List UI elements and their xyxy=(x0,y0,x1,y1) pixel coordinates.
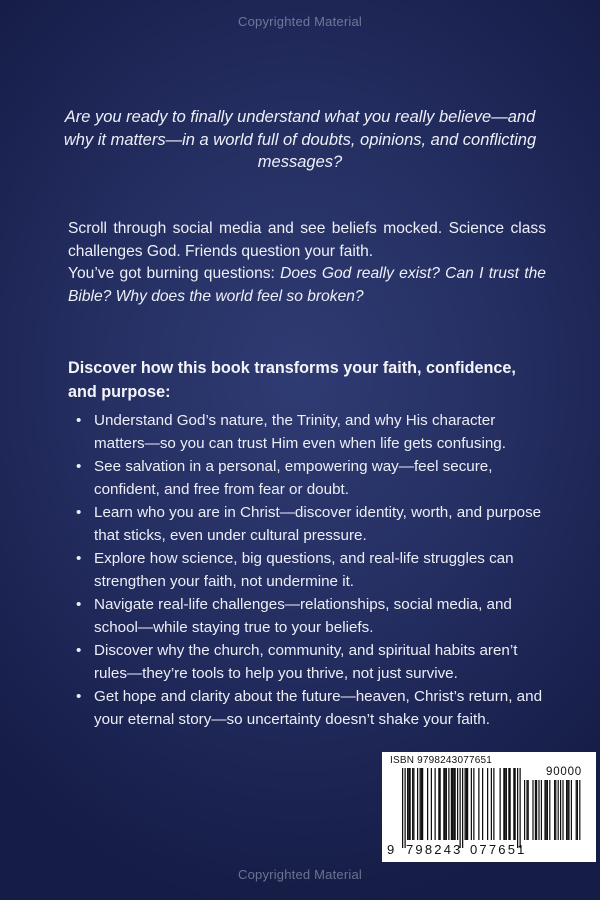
barcode-bar xyxy=(438,768,439,840)
price-addon-bar xyxy=(536,780,537,840)
list-item xyxy=(70,502,550,547)
barcode-bar xyxy=(420,768,421,840)
barcode-right-digits: 077651 xyxy=(470,842,527,857)
barcode-bar xyxy=(440,768,441,840)
barcode-bar xyxy=(465,768,466,840)
barcode-bar xyxy=(467,768,468,840)
price-addon-bar xyxy=(528,780,529,840)
bullet-icon: • xyxy=(76,458,82,475)
body-text xyxy=(68,218,546,308)
list-item xyxy=(70,410,550,455)
barcode-bar xyxy=(408,768,409,840)
price-addon-bar xyxy=(535,780,536,840)
bullet-icon: • xyxy=(76,642,82,659)
list-item-text: Discover why the church, community, and spiritual habits aren’t rules—they’re tools to help you thrive, not just survive. xyxy=(94,642,518,682)
barcode-bar xyxy=(455,768,456,840)
barcode-bar xyxy=(452,768,453,840)
barcode-bar xyxy=(487,768,488,840)
barcode-guard-bar xyxy=(520,768,521,848)
list-item-text: Navigate real-life challenges—relationships, social media, and school—while staying true to your beliefs. xyxy=(94,596,512,636)
barcode-bar xyxy=(493,768,494,840)
barcode-bar xyxy=(451,768,452,840)
barcode-bar xyxy=(513,768,514,840)
price-addon-bar xyxy=(576,780,577,840)
body-line-1: Scroll through social media and see beliefs mocked. Science class challenges God. Friends question your faith. xyxy=(68,220,546,260)
barcode-guard-bar xyxy=(517,768,518,848)
barcode-bar xyxy=(505,768,506,840)
barcode-guard-bar xyxy=(405,768,406,848)
price-addon-bar xyxy=(577,780,578,840)
barcode-bar xyxy=(491,768,492,840)
price-addon-bar xyxy=(579,780,580,840)
barcode-guard-bar xyxy=(402,768,403,848)
price-code: 90000 xyxy=(546,766,582,778)
price-addon-bar xyxy=(555,780,556,840)
barcode-bar xyxy=(446,768,447,840)
price-addon-bar xyxy=(568,780,569,840)
barcode-bar xyxy=(435,768,436,840)
barcode-bar xyxy=(473,768,474,840)
list-item-text: Explore how science, big questions, and real-life struggles can strengthen your faith, not undermine it. xyxy=(94,550,514,590)
barcode-guard-bar xyxy=(462,768,463,848)
barcode-bar xyxy=(407,768,408,840)
price-addon-bar xyxy=(541,780,542,840)
barcode-bar xyxy=(443,768,444,840)
barcode-bar xyxy=(413,768,414,840)
price-addon-bar xyxy=(560,780,561,840)
bullet-icon: • xyxy=(76,550,82,567)
price-addon-bar xyxy=(544,780,545,840)
barcode-bar xyxy=(506,768,507,840)
barcode-bar xyxy=(515,768,516,840)
barcode-bar xyxy=(510,768,511,840)
barcode-bar xyxy=(427,768,428,840)
barcode-bar xyxy=(445,768,446,840)
bullet-icon: • xyxy=(76,412,82,429)
price-addon-bar xyxy=(546,780,547,840)
copyright-watermark-top: Copyrighted Material xyxy=(238,14,362,29)
price-addon-bar xyxy=(549,780,550,840)
price-addon-bar xyxy=(558,780,559,840)
list-item xyxy=(70,640,550,685)
price-addon-bar xyxy=(554,780,555,840)
barcode-bar xyxy=(482,768,483,840)
price-addon-bar xyxy=(524,780,525,840)
benefits-list xyxy=(70,410,550,732)
barcode-bar xyxy=(478,768,479,840)
bullet-icon: • xyxy=(76,596,82,613)
list-item xyxy=(70,686,550,731)
barcode-bar xyxy=(431,768,432,840)
barcode-first-digit: 9 xyxy=(387,842,395,857)
barcode-bar xyxy=(466,768,467,840)
barcode-bar xyxy=(453,768,454,840)
barcode-bar xyxy=(417,768,418,840)
barcode-bar xyxy=(421,768,422,840)
list-item-text: See salvation in a personal, empowering way—feel secure, confident, and free from fear or doubt. xyxy=(94,458,493,498)
body-line-2-prefix: You’ve got burning questions: xyxy=(68,265,281,282)
list-item xyxy=(70,594,550,639)
list-item xyxy=(70,456,550,501)
barcode-bar xyxy=(457,768,458,840)
isbn-label: ISBN 9798243077651 xyxy=(390,755,493,766)
body-line-2 xyxy=(68,263,546,308)
barcode-bar xyxy=(508,768,509,840)
price-addon-bar xyxy=(526,780,527,840)
barcode-bar xyxy=(448,768,449,840)
intro-question: Are you ready to finally understand what you really believe—and why it matters—in a world full of doubts, opinions, and conflicting messages? xyxy=(63,108,537,171)
list-item xyxy=(70,548,550,593)
barcode-bar xyxy=(471,768,472,840)
body-line-2-questions: Does God really exist? Can I trust the Bible? Why does the world feel so broken? xyxy=(68,265,546,305)
barcode-bar xyxy=(500,768,501,840)
price-addon-bar xyxy=(571,780,572,840)
discover-heading: Discover how this book transforms your faith, confidence, and purpose: xyxy=(68,359,516,401)
copyright-watermark-bottom: Copyrighted Material xyxy=(238,867,362,882)
list-item-text: Learn who you are in Christ—discover identity, worth, and purpose that sticks, even under cultural pressure. xyxy=(94,504,542,544)
barcode-bar xyxy=(412,768,413,840)
bullet-icon: • xyxy=(76,504,82,521)
price-addon-bar xyxy=(566,780,567,840)
bullet-icon: • xyxy=(76,688,82,705)
list-item-text: Understand God’s nature, the Trinity, and why His character matters—so you can trust Him even when life gets confusing. xyxy=(94,412,506,452)
barcode-bar xyxy=(410,768,411,840)
barcode-bar xyxy=(503,768,504,840)
price-addon-bar xyxy=(567,780,568,840)
price-addon-bar xyxy=(562,780,563,840)
barcode-bar xyxy=(422,768,423,840)
price-addon-bar xyxy=(547,780,548,840)
isbn-barcode xyxy=(382,752,596,862)
price-addon-bar xyxy=(538,780,539,840)
barcode-guard-bar xyxy=(460,768,461,848)
barcode-left-digits: 798243 xyxy=(406,842,463,857)
price-addon-bar xyxy=(532,780,533,840)
list-item-text: Get hope and clarity about the future—heaven, Christ’s return, and your eternal story—so uncertainty doesn’t shake your faith. xyxy=(94,688,543,728)
